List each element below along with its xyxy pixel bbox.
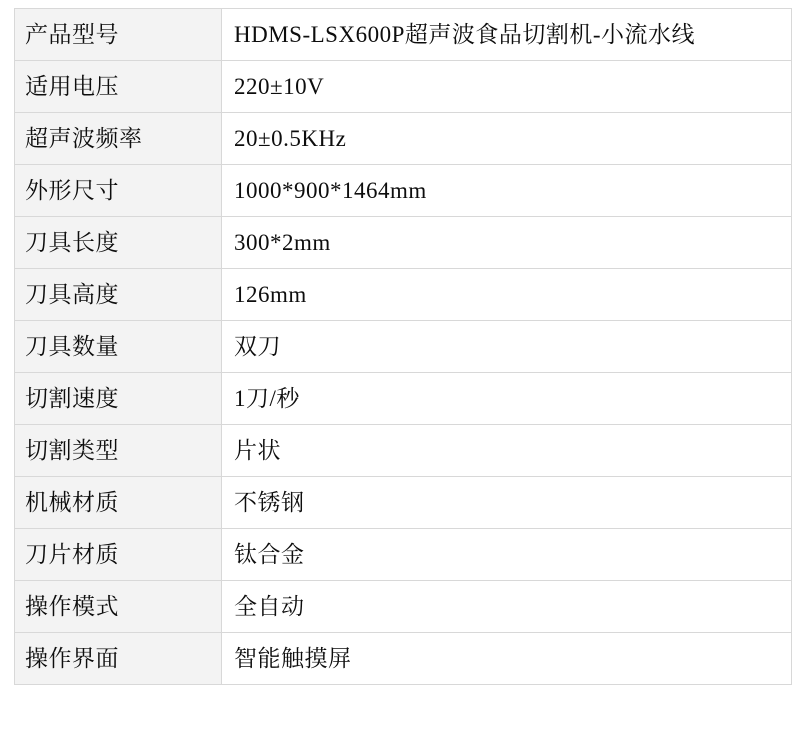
spec-label: 外形尺寸 (15, 165, 222, 217)
table-row (15, 477, 792, 529)
spec-value: 126mm (222, 269, 792, 321)
spec-label: 操作界面 (15, 633, 222, 685)
spec-value: 1刀/秒 (222, 373, 792, 425)
spec-value: 不锈钢 (222, 477, 792, 529)
table-row (15, 581, 792, 633)
spec-label: 操作模式 (15, 581, 222, 633)
table-row (15, 217, 792, 269)
spec-label: 切割速度 (15, 373, 222, 425)
table-row (15, 529, 792, 581)
spec-label: 刀具长度 (15, 217, 222, 269)
spec-label: 机械材质 (15, 477, 222, 529)
spec-value: 双刀 (222, 321, 792, 373)
spec-label: 刀片材质 (15, 529, 222, 581)
table-row (15, 373, 792, 425)
spec-value: 220±10V (222, 61, 792, 113)
table-row (15, 9, 792, 61)
table-row (15, 321, 792, 373)
spec-value: 钛合金 (222, 529, 792, 581)
spec-label: 刀具数量 (15, 321, 222, 373)
spec-label: 刀具高度 (15, 269, 222, 321)
spec-value: 智能触摸屏 (222, 633, 792, 685)
table-row (15, 269, 792, 321)
spec-value: 片状 (222, 425, 792, 477)
spec-value: 300*2mm (222, 217, 792, 269)
spec-label: 产品型号 (15, 9, 222, 61)
specification-table (14, 8, 792, 685)
table-row (15, 61, 792, 113)
specification-table-body (15, 9, 792, 685)
spec-label: 超声波频率 (15, 113, 222, 165)
spec-label: 适用电压 (15, 61, 222, 113)
spec-value: 1000*900*1464mm (222, 165, 792, 217)
spec-value: 20±0.5KHz (222, 113, 792, 165)
table-row (15, 633, 792, 685)
table-row (15, 425, 792, 477)
table-row (15, 113, 792, 165)
spec-value: 全自动 (222, 581, 792, 633)
spec-label: 切割类型 (15, 425, 222, 477)
spec-value: HDMS-LSX600P超声波食品切割机-小流水线 (222, 9, 792, 61)
table-row (15, 165, 792, 217)
